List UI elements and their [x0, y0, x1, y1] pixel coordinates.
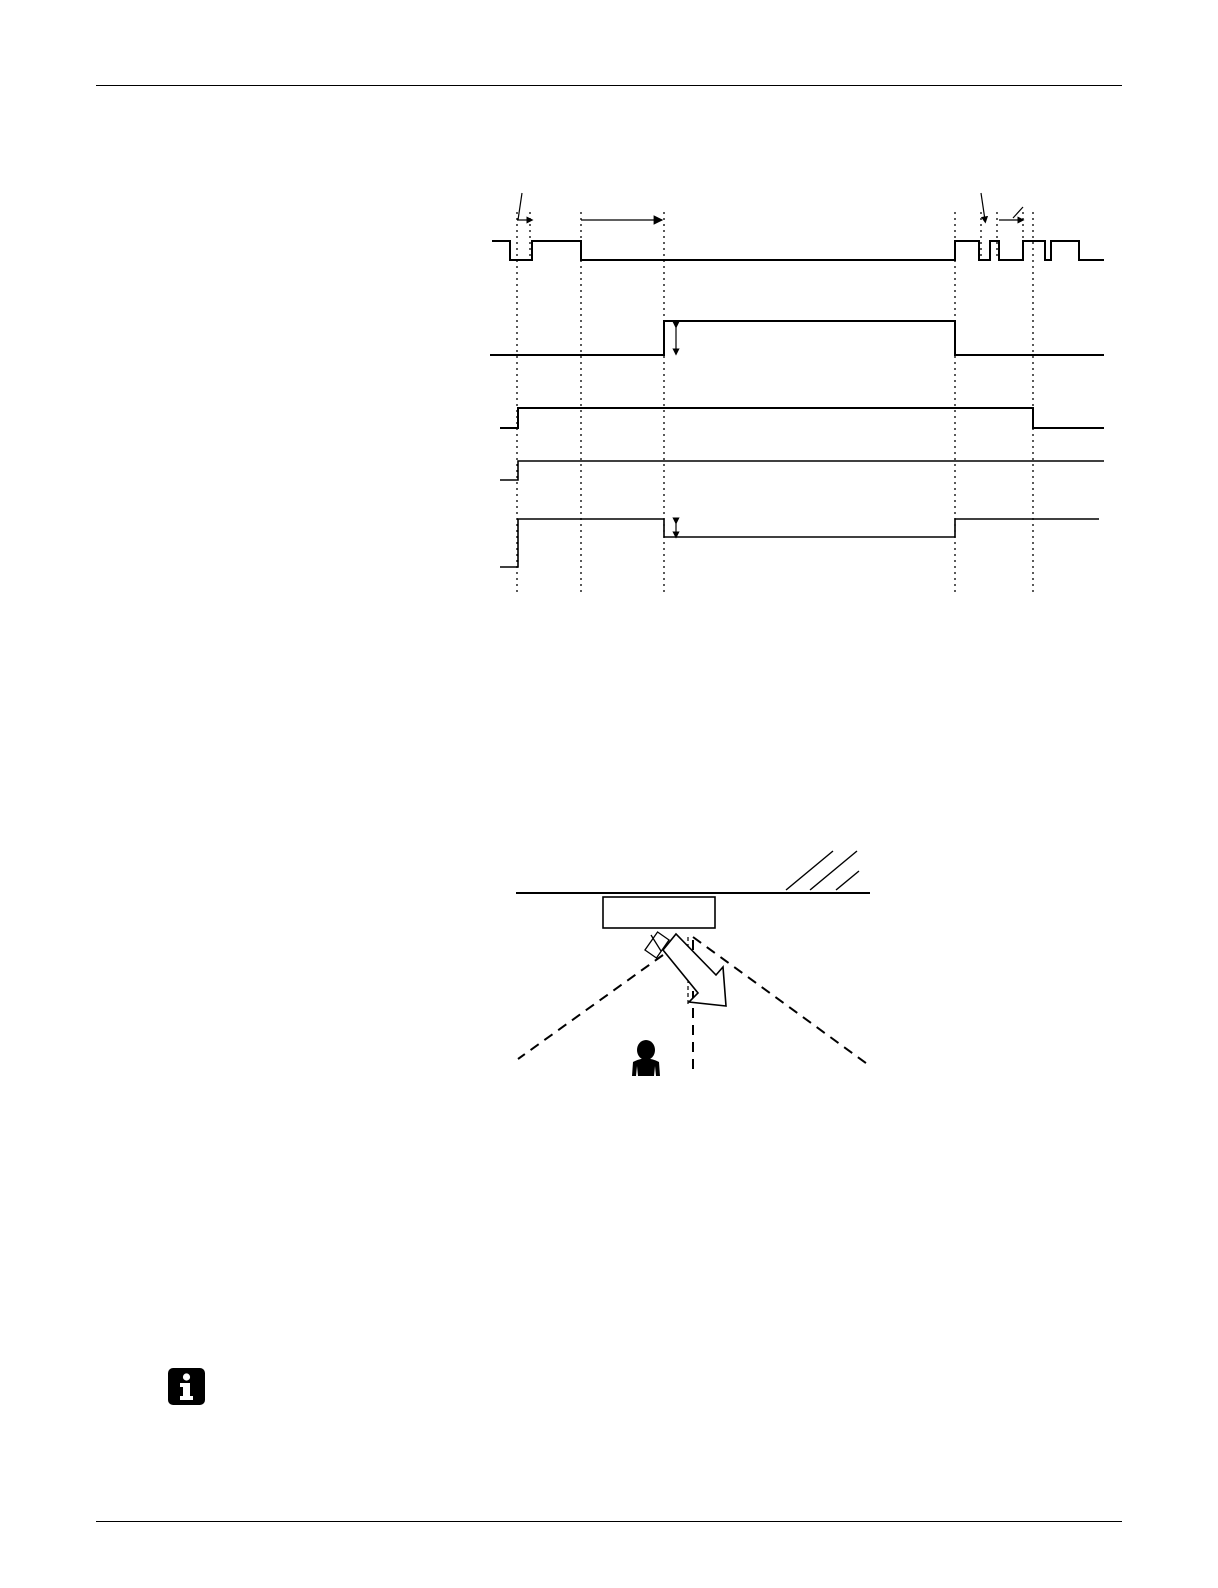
ceiling-hatch	[786, 851, 859, 890]
info-icon	[168, 1368, 205, 1405]
sensor-unit-icon	[603, 897, 715, 928]
footer-rule	[96, 1521, 1122, 1522]
airflow-arrow-icon	[663, 934, 726, 1006]
person-icon	[632, 1040, 660, 1076]
